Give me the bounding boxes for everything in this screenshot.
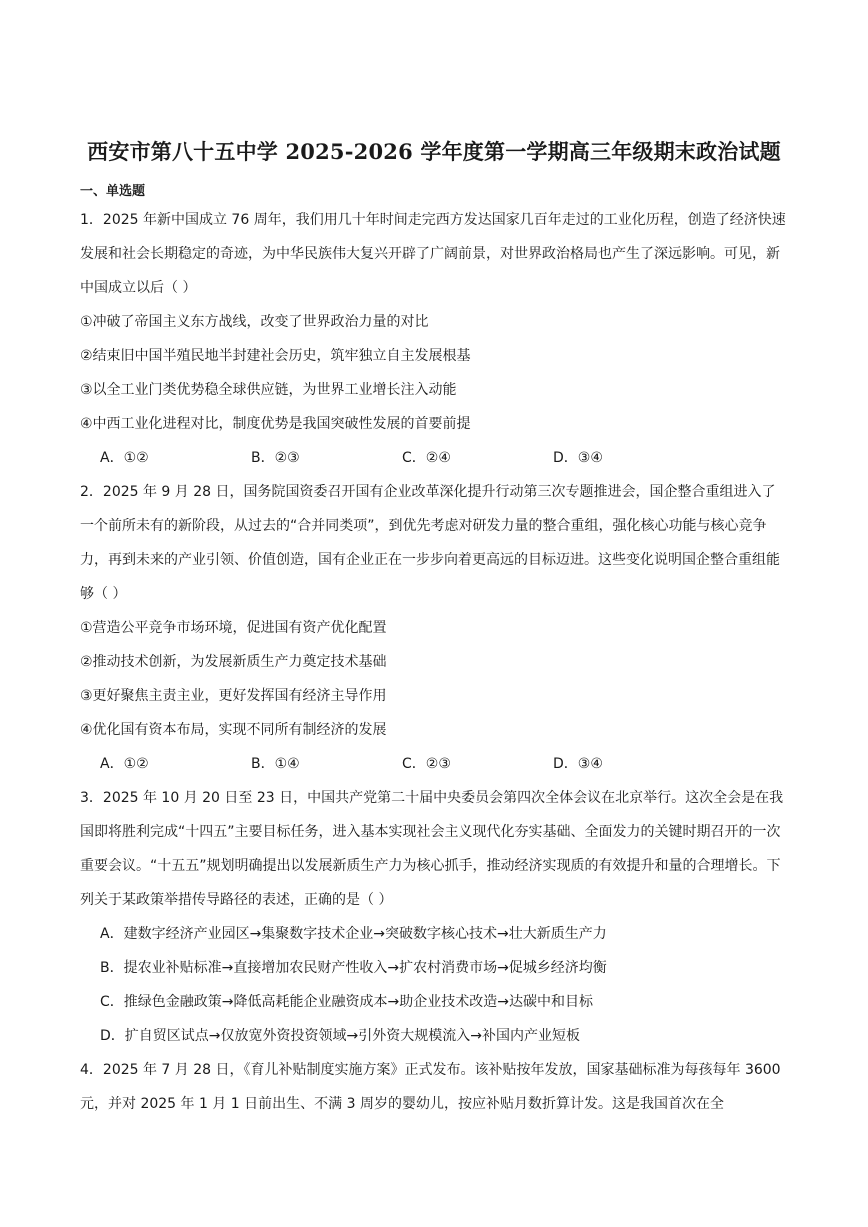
question-1 <box>80 203 788 475</box>
question-stem: 2．2025 年 9 月 28 日，国务院国资委召开国有企业改革深化提升行动第三次专题推进会，国企整合重组进入了一个前所未有的新阶段，从过去的“合并同类项”，到优先考虑对研发力量的整合重组，强化核心功能与核心竞争力，再到未来的产业引领、价值创造，国有企业正在一步步向着更高远的目标迈进。这些变化说明国企整合重组能够（ ） <box>80 484 780 602</box>
answer-choices <box>80 747 788 781</box>
statement-item: ③更好聚焦主责主业，更好发挥国有经济主导作用 <box>80 688 387 704</box>
document-title: 西安市第八十五中学 2025-2026 学年度第一学期高三年级期末政治试题 <box>87 139 781 164</box>
statement-item: ①冲破了帝国主义东方战线，改变了世界政治力量的对比 <box>80 314 429 330</box>
question-stem: 3．2025 年 10 月 20 日至 23 日，中国共产党第二十届中央委员会第四次全体会议在北京举行。这次全会是在我国即将胜利完成“十四五”主要目标任务，进入基本实现社会主义现代化夯实基础、全面发力的关键时期召开的一次重要会议。“十五五”规划明确提出以发展新质生产力为核心抓手，推动经济实现质的有效提升和量的合理增长。下列关于某政策举措传导路径的表述，正确的是（ ） <box>80 790 784 908</box>
choice-a: A．建数字经济产业园区→集聚数字技术企业→突破数字核心技术→壮大新质生产力 <box>100 926 607 942</box>
choice-d: D．③④ <box>553 756 603 772</box>
statement-item: ②推动技术创新，为发展新质生产力奠定技术基础 <box>80 654 387 670</box>
choice-a: A．①② <box>100 756 149 772</box>
choice-c: C．推绿色金融政策→降低高耗能企业融资成本→助企业技术改造→达碳中和目标 <box>100 994 593 1010</box>
answer-choices <box>80 441 788 475</box>
question-2 <box>80 475 788 781</box>
choice-b: B．②③ <box>251 450 300 466</box>
statement-item: ①营造公平竞争市场环境，促进国有资产优化配置 <box>80 620 387 636</box>
choice-d: D．③④ <box>553 450 603 466</box>
statement-item: ③以全工业门类优势稳全球供应链，为世界工业增长注入动能 <box>80 382 457 398</box>
question-3 <box>80 781 788 1053</box>
choice-b: B．①④ <box>251 756 300 772</box>
statement-item: ②结束旧中国半殖民地半封建社会历史，筑牢独立自主发展根基 <box>80 348 471 364</box>
question-stem: 4．2025 年 7 月 28 日，《育儿补贴制度实施方案》正式发布。该补贴按年发放，国家基础标准为每孩每年 3600 元，并对 2025 年 1 月 1 日前出生、不满 3 周岁的婴幼儿，按应补贴月数折算计发。这是我国首次在全 <box>80 1062 781 1112</box>
question-4 <box>80 1053 788 1121</box>
choice-c: C．②④ <box>402 450 451 466</box>
choice-a: A．①② <box>100 450 149 466</box>
question-stem: 1．2025 年新中国成立 76 周年，我们用几十年时间走完西方发达国家几百年走过的工业化历程，创造了经济快速发展和社会长期稳定的奇迹，为中华民族伟大复兴开辟了广阔前景，对世界政治格局也产生了深远影响。可见，新中国成立以后（ ） <box>80 212 786 296</box>
section-heading: 一、单选题 <box>80 184 146 199</box>
choice-b: B．提农业补贴标准→直接增加农民财产性收入→扩农村消费市场→促城乡经济均衡 <box>100 960 607 976</box>
choice-c: C．②③ <box>402 756 451 772</box>
choice-d: D．扩自贸区试点→仅放宽外资投资领域→引外资大规模流入→补国内产业短板 <box>100 1028 580 1044</box>
statement-item: ④优化国有资本布局，实现不同所有制经济的发展 <box>80 722 387 738</box>
statement-item: ④中西工业化进程对比，制度优势是我国突破性发展的首要前提 <box>80 416 471 432</box>
